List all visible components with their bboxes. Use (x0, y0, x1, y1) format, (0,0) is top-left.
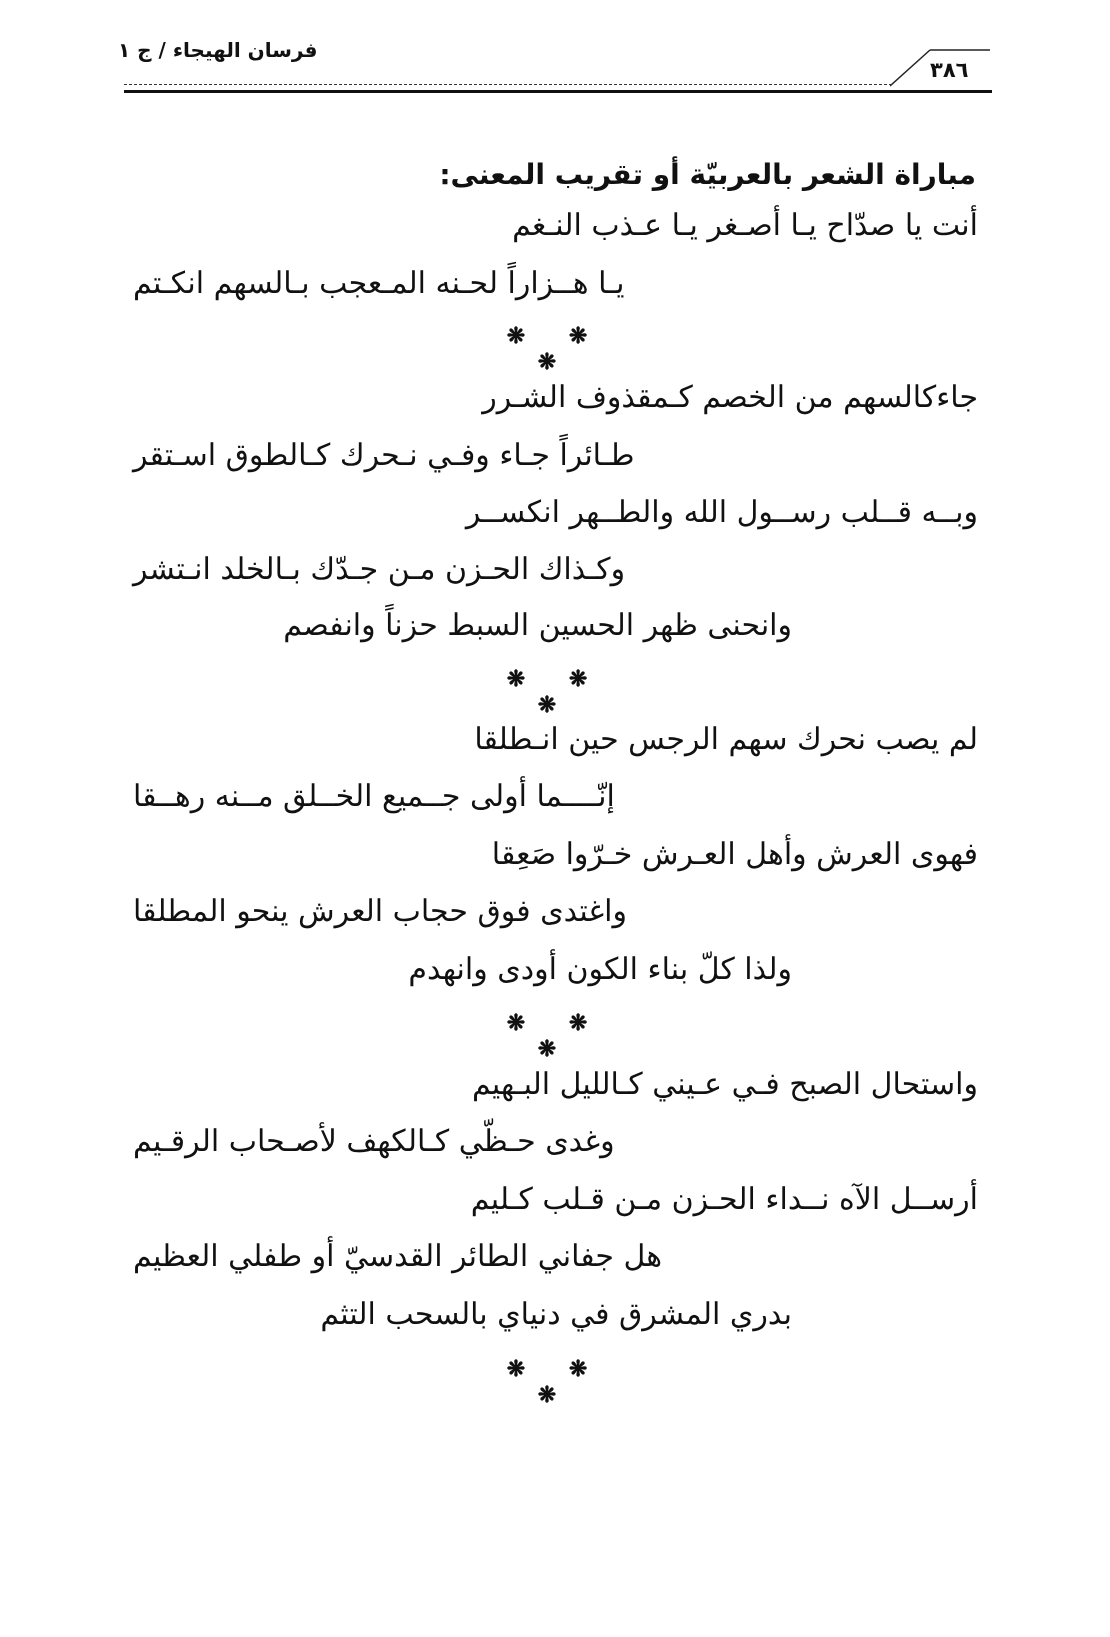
verse-line: بدري المشرق في دنياي بالسحب التثم (320, 1297, 792, 1332)
verse-line: وكـذاك الحـزن مـن جـدّك بـالخلد انـتشر (133, 552, 626, 587)
verse-line: وغدى حـظّي كـالكهف لأصـحاب الرقـيم (133, 1124, 615, 1159)
verse-line: فهوى العرش وأهل العـرش خـرّوا صَعِقا (491, 837, 978, 872)
stanza-separator: ❋ ❋ ❋ (506, 666, 606, 718)
section-title: مباراة الشعر بالعربيّة أو تقريب المعنى: (439, 158, 976, 191)
verse-line: لم يصب نحرك سهم الرجس حين انـطلقا (474, 722, 978, 757)
stanza-separator: ❋ ❋ ❋ (506, 323, 606, 375)
verse-line: ولذا كلّ بناء الكون أودى وانهدم (408, 952, 792, 987)
header-divider-thin (124, 84, 892, 85)
verse-line: إنّــــما أولى جــميع الخــلق مــنه رهــقا (133, 779, 615, 814)
verse-line: أنت يا صدّاح يـا أصـغر يـا عـذب النـغم (512, 208, 978, 243)
stanza-separator: ❋ ❋ ❋ (506, 1010, 606, 1062)
verse-line: وانحنى ظهر الحسين السبط حزناً وانفصم (283, 608, 792, 643)
verse-line: هل جفاني الطائر القدسيّ أو طفلي العظيم (133, 1239, 663, 1274)
verse-line: واغتدى فوق حجاب العرش ينحو المطلقا (133, 894, 627, 929)
verse-line: جاءكالسهم من الخصم كـمقذوف الشـرر (482, 380, 978, 415)
running-header-title: فرسان الهيجاء / ج ١ (118, 38, 318, 62)
header-divider (124, 90, 992, 93)
stanza-separator: ❋ ❋ ❋ (506, 1356, 606, 1408)
verse-line: واستحال الصبح فـي عـيني كـالليل البـهيم (471, 1067, 978, 1102)
verse-line: يـا هــزاراً لحـنه المـعجب بـالسهم انكـتم (133, 266, 625, 301)
verse-line: وبــه قــلب رســول الله والطــهر انكســر (465, 495, 978, 530)
verse-line: طـائراً جـاء وفـي نـحرك كـالطوق اسـتقر (133, 438, 635, 473)
verse-line: أرســل الآه نــداء الحـزن مـن قـلب كـليم (470, 1182, 978, 1217)
page-number: ٣٨٦ (930, 58, 969, 82)
